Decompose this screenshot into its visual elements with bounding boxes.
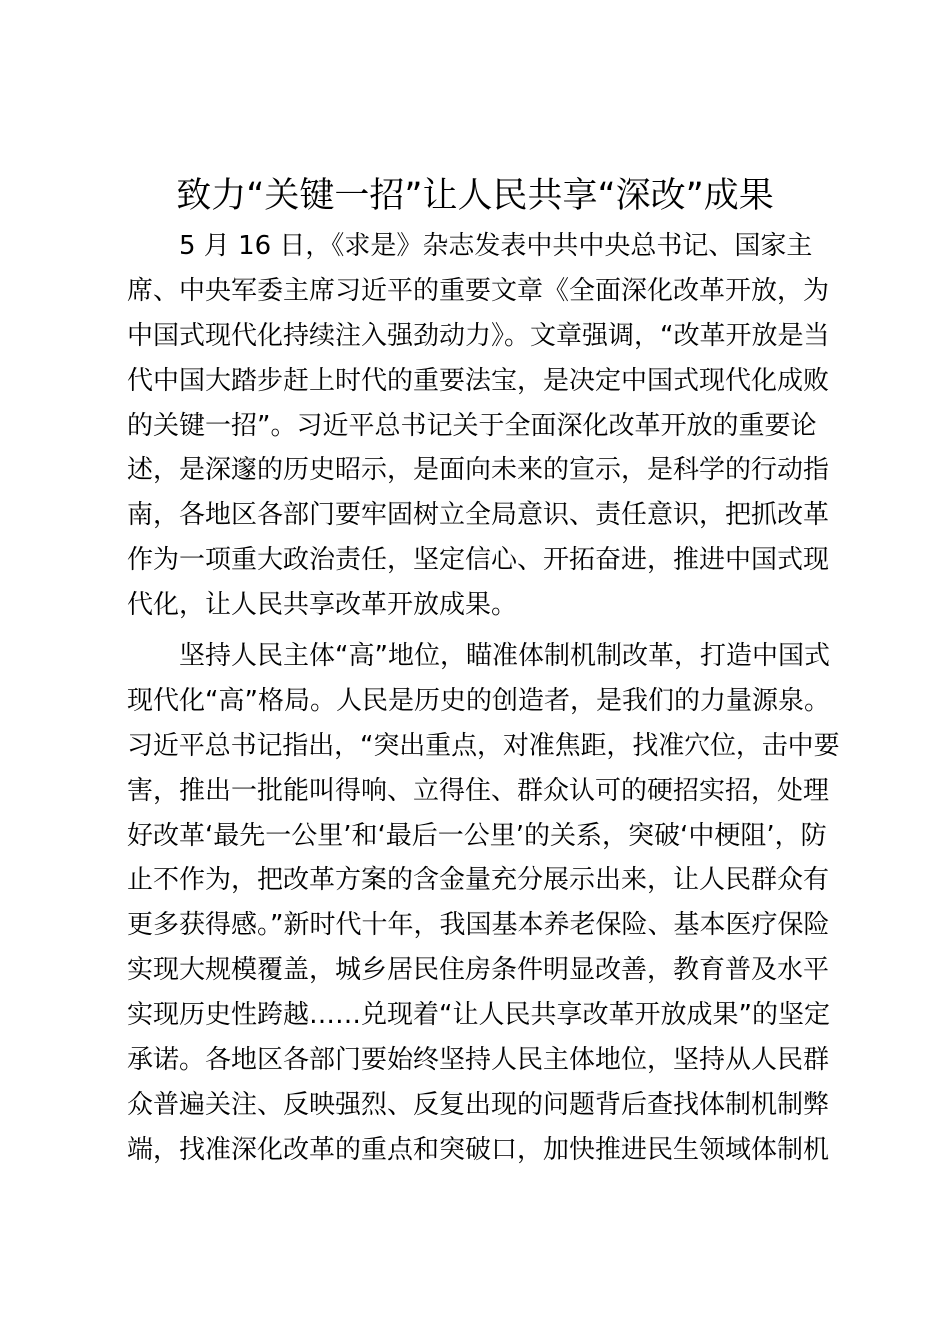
paragraph-line: 端，找准深化改革的重点和突破口，加快推进民生领域体制机 [127,1134,830,1165]
paragraph-1 [127,224,839,628]
paragraph-line: 承诺。各地区各部门要始终坚持人民主体地位，坚持从人民群 [127,1045,830,1076]
paragraph-line: 代化，让人民共享改革开放成果。 [127,590,518,621]
paragraph-line: 众普遍关注、反映强烈、反复出现的问题背后查找体制机制弊 [127,1089,830,1120]
paragraph-2 [127,634,839,1173]
paragraph-line: 代中国大踏步赶上时代的重要法宝，是决定中国式现代化成败 [127,365,830,396]
paragraph-line: 实现历史性跨越……兑现着“让人民共享改革开放成果”的坚定 [127,1000,830,1031]
paragraph-line: 实现大规模覆盖，城乡居民住房条件明显改善，教育普及水平 [127,955,830,986]
paragraph-line: 止不作为，把改革方案的含金量充分展示出来，让人民群众有 [127,865,830,896]
document-title: 致力“关键一招”让人民共享“深改”成果 [176,176,774,216]
paragraph-line: 南，各地区各部门要牢固树立全局意识、责任意识，把抓改革 [127,500,830,531]
paragraph-line: 作为一项重大政治责任，坚定信心、开拓奋进，推进中国式现 [127,545,830,576]
paragraph-line: 现代化“高”格局。人民是历史的创造者，是我们的力量源泉。 [127,685,830,716]
paragraph-line: 中国式现代化持续注入强劲动力》。文章强调，“改革开放是当 [127,320,830,351]
paragraph-line: 更多获得感。”新时代十年，我国基本养老保险、基本医疗保险 [127,910,830,941]
paragraph-line: 害，推出一批能叫得响、立得住、群众认可的硬招实招，处理 [127,775,830,806]
paragraph-line: 的关键一招”。习近平总书记关于全面深化改革开放的重要论 [127,410,817,441]
paragraph-line: 5 月 16 日，《求是》杂志发表中共中央总书记、国家主 [179,231,813,261]
paragraph-line: 席、中央军委主席习近平的重要文章《全面深化改革开放，为 [127,275,830,306]
document-body [127,224,839,1173]
paragraph-line: 坚持人民主体“高”地位，瞄准体制机制改革，打造中国式 [179,641,830,672]
paragraph-line: 习近平总书记指出，“突出重点，对准焦距，找准穴位，击中要 [127,730,840,761]
paragraph-line: 好改革‘最先一公里’和‘最后一公里’的关系，突破‘中梗阻’，防 [127,820,827,851]
paragraph-line: 述，是深邃的历史昭示，是面向未来的宣示，是科学的行动指 [127,455,830,486]
